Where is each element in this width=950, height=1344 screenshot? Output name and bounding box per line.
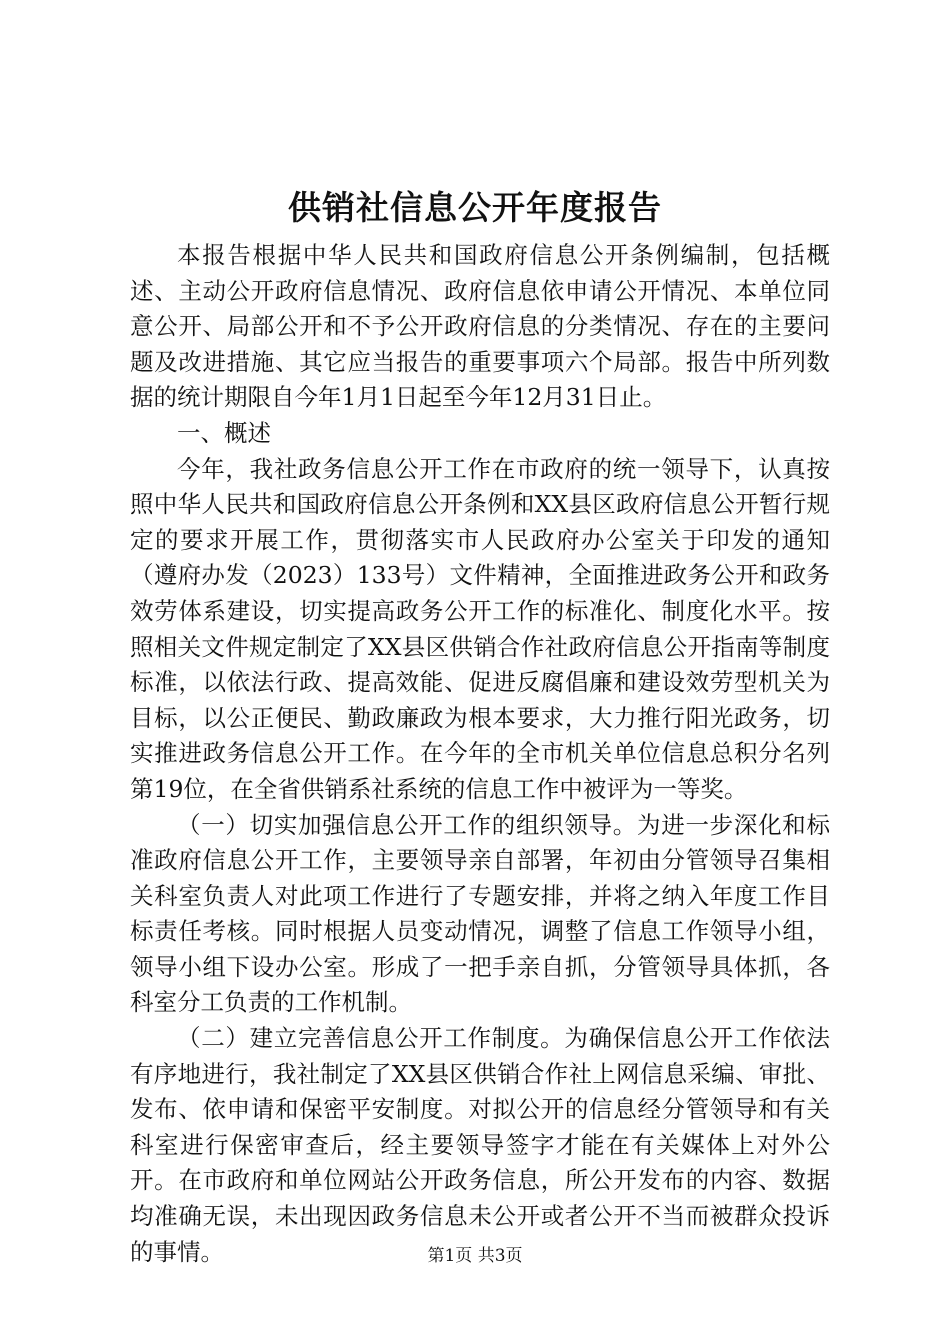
page-number: 第1页 共3页 <box>427 1246 523 1266</box>
document-body <box>130 238 830 1270</box>
section-heading-overview: 一、概述 <box>177 418 271 447</box>
document-title: 供销社信息公开年度报告 <box>288 188 662 227</box>
intro-paragraph: 本报告根据中华人民共和国政府信息公开条例编制，包括概述、主动公开政府信息情况、政府信息依申请公开情况、本单位同意公开、局部公开和不予公开政府信息的分类情况、存在的主要问题及改进措施、其它应当报告的重要事项六个局部。报告中所列数据的统计期限自今年1月1日起至今年12月31日止。 <box>130 241 830 412</box>
system-improvement-paragraph: （二）建立完善信息公开工作制度。为确保信息公开工作依法有序地进行，我社制定了XX县区供销合作社上网信息采编、审批、发布、依申请和保密平安制度。对拟公开的信息经分管领导和有关科室进行保密审查后，经主要领导签字才能在有关媒体上对外公开。在市政府和单位网站公开政务信息，所公开发布的内容、数据均准确无误，未出现因政务信息未公开或者公开不当而被群众投诉的事情。 <box>130 1024 830 1266</box>
overview-paragraph: 今年，我社政务信息公开工作在市政府的统一领导下，认真按照中华人民共和国政府信息公开条例和XX县区政府信息公开暂行规定的要求开展工作，贯彻落实市人民政府办公室关于印发的通知（遵府办发（2023）133号）文件精神，全面推进政务公开和政务效劳体系建设，切实提高政务公开工作的标准化、制度化水平。按照相关文件规定制定了XX县区供销合作社政府信息公开指南等制度标准，以依法行政、提高效能、促进反腐倡廉和建设效劳型机关为目标，以公正便民、勤政廉政为根本要求，大力推行阳光政务，切实推进政务信息公开工作。在今年的全市机关单位信息总积分名列第19位，在全省供销系社系统的信息工作中被评为一等奖。 <box>130 454 830 803</box>
organization-leadership-paragraph: （一）切实加强信息公开工作的组织领导。为进一步深化和标准政府信息公开工作，主要领导亲自部署，年初由分管领导召集相关科室负责人对此项工作进行了专题安排，并将之纳入年度工作目标责任考核。同时根据人员变动情况，调整了信息工作领导小组，领导小组下设办公室。形成了一把手亲自抓，分管领导具体抓，各科室分工负责的工作机制。 <box>130 810 830 1017</box>
